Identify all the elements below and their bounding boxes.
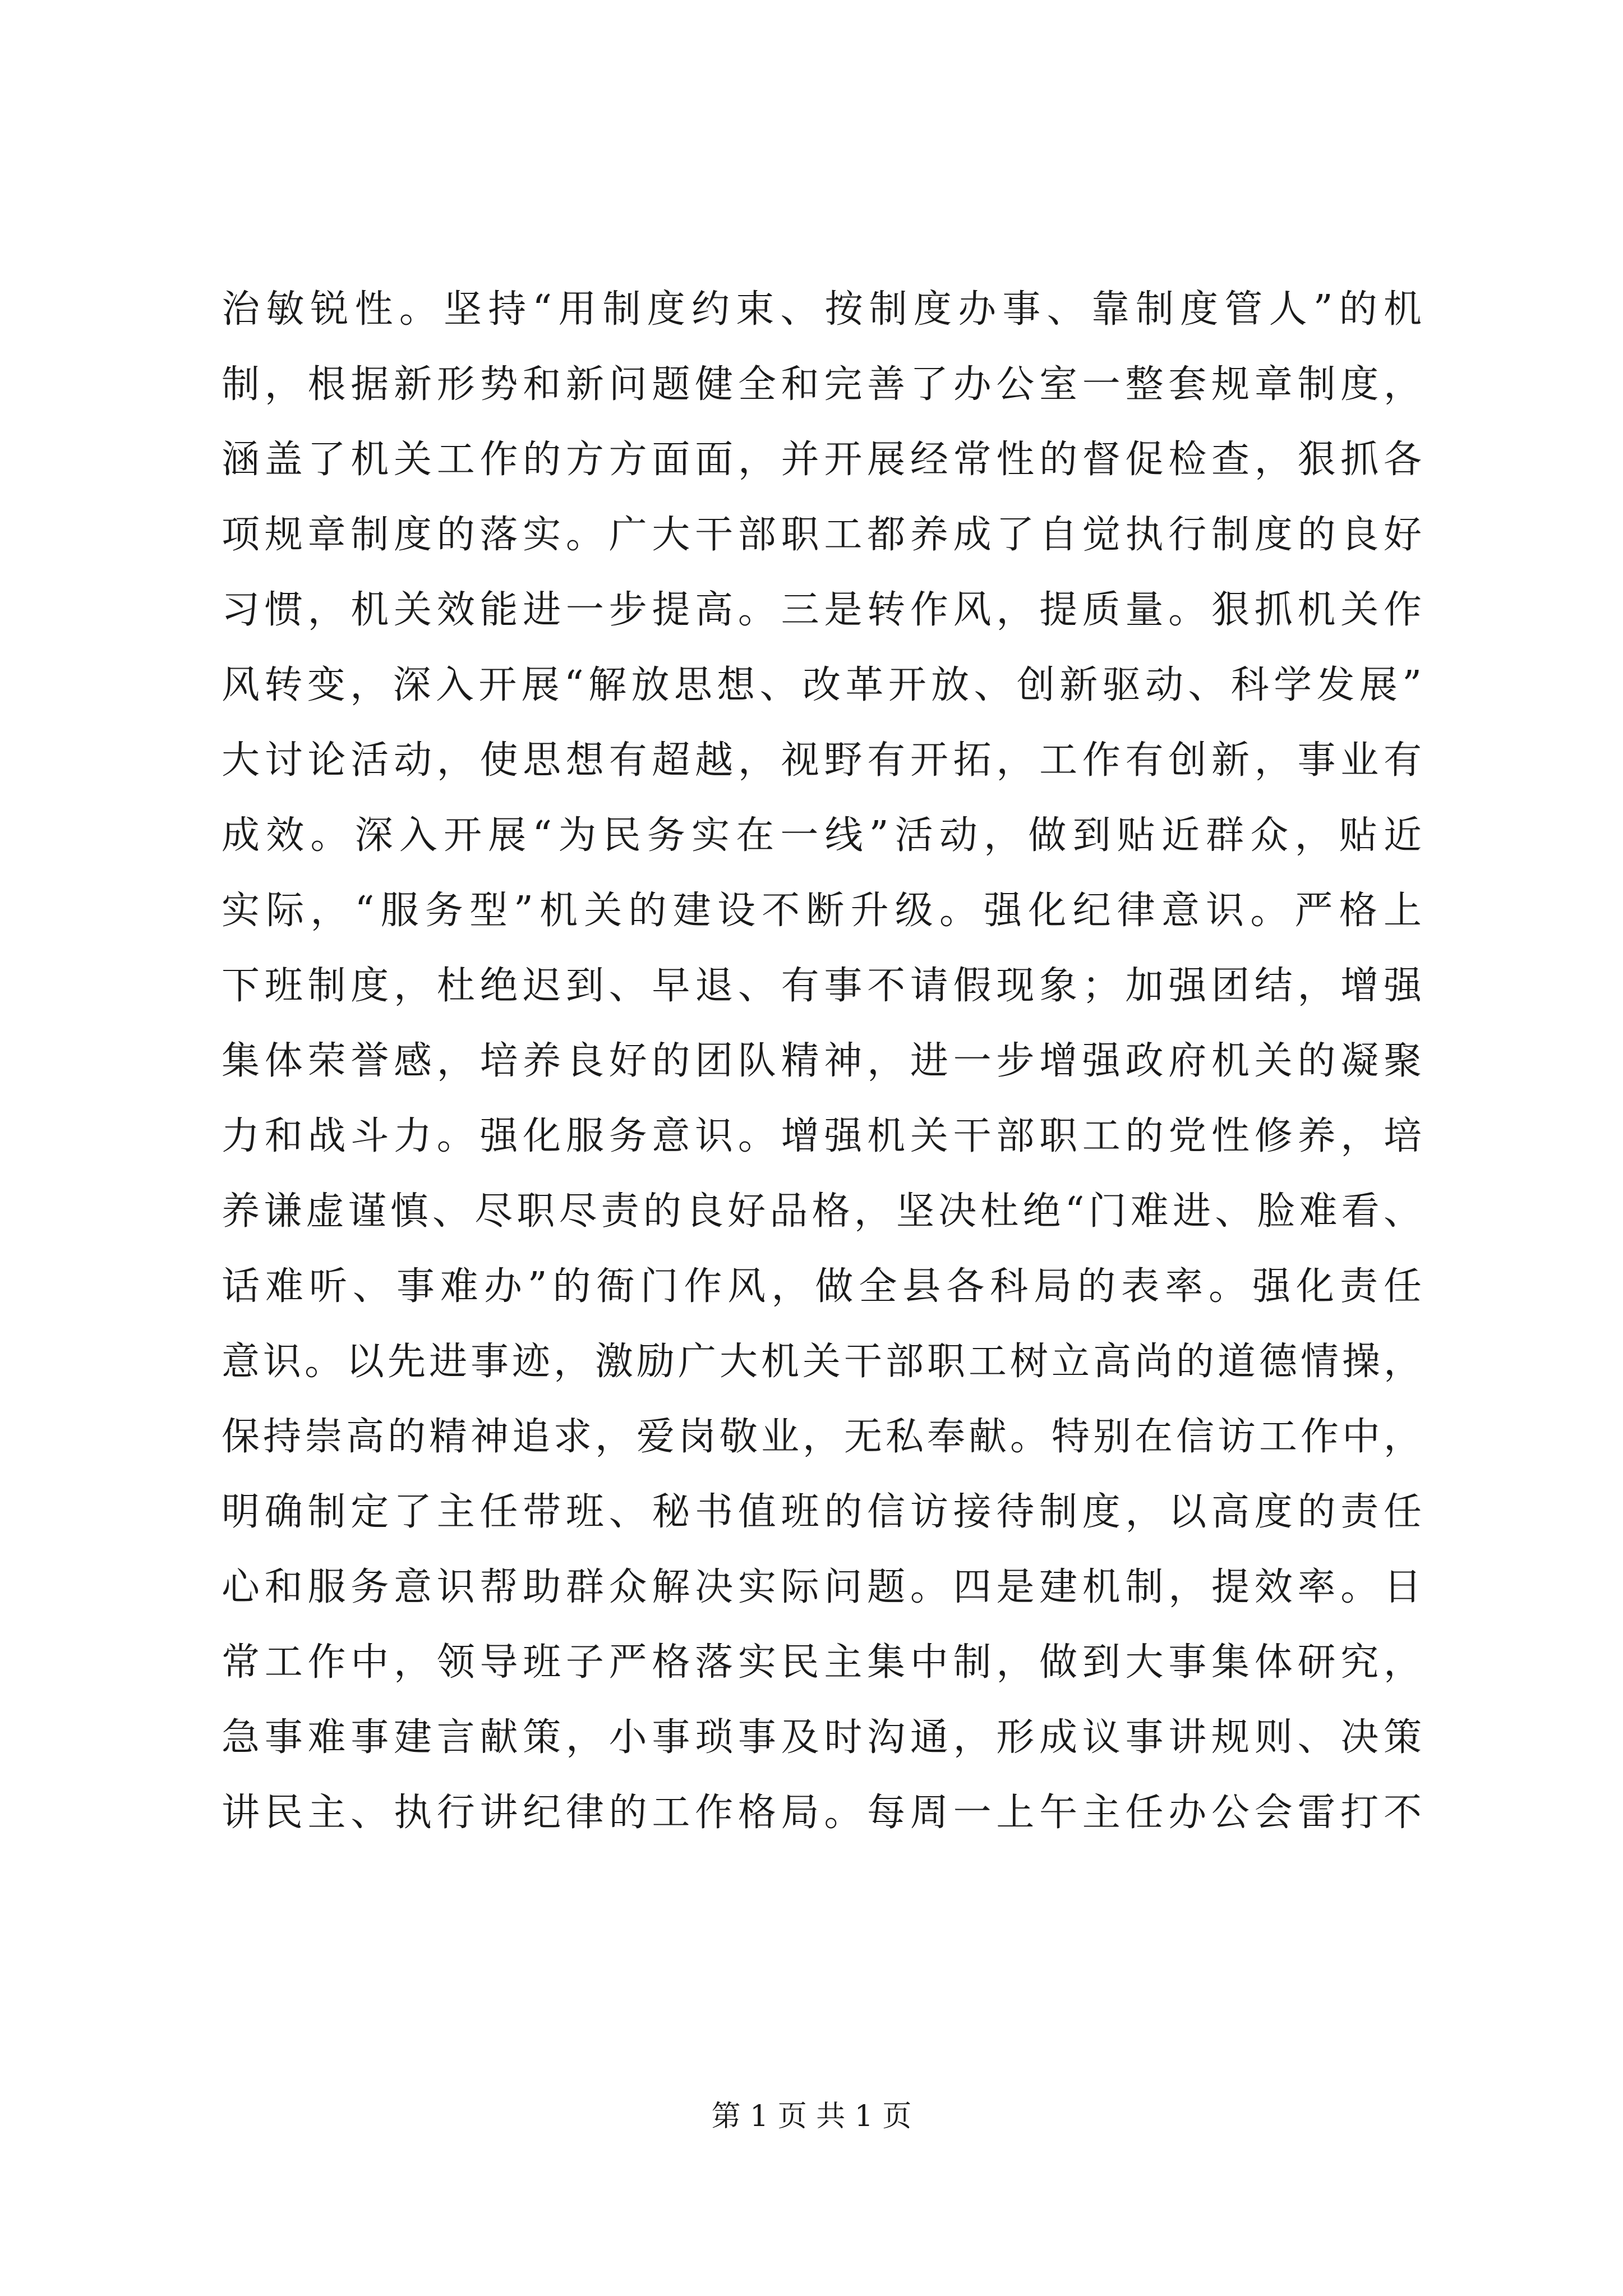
text-line: 急事难事建言献策，小事琐事及时沟通，形成议事讲规则、决策: [222, 1715, 1422, 1760]
text-line: 下班制度，杜绝迟到、早退、有事不请假现象；加强团结，增强: [222, 964, 1422, 1008]
text-line: 制，根据新形势和新问题健全和完善了办公室一整套规章制度，: [222, 362, 1422, 407]
text-line: 治敏锐性。坚持“用制度约束、按制度办事、靠制度管人”的机: [222, 287, 1422, 332]
text-line: 力和战斗力。强化服务意识。增强机关干部职工的党性修养，培: [222, 1114, 1422, 1158]
text-line: 涵盖了机关工作的方方面面，并开展经常性的督促检查，狠抓各: [222, 438, 1422, 482]
text-line: 风转变，深入开展“解放思想、改革开放、创新驱动、科学发展”: [222, 663, 1422, 707]
text-line: 讲民主、执行讲纪律的工作格局。每周一上午主任办公会雷打不: [222, 1791, 1422, 1835]
text-line: 实际，“服务型”机关的建设不断升级。强化纪律意识。严格上: [222, 889, 1422, 933]
page-number-label: 第 1 页 共 1 页: [711, 2100, 912, 2133]
text-line: 成效。深入开展“为民务实在一线”活动，做到贴近群众，贴近: [222, 813, 1422, 858]
text-line: 意识。以先进事迹，激励广大机关干部职工树立高尚的道德情操，: [222, 1340, 1422, 1384]
body-text: [222, 272, 1422, 1851]
text-line: 养谦虚谨慎、尽职尽责的良好品格，坚决杜绝“门难进、脸难看、: [222, 1189, 1422, 1234]
text-line: 明确制定了主任带班、秘书值班的信访接待制度，以高度的责任: [222, 1490, 1422, 1534]
text-line: 常工作中，领导班子严格落实民主集中制，做到大事集体研究，: [222, 1640, 1422, 1685]
text-line: 项规章制度的落实。广大干部职工都养成了自觉执行制度的良好: [222, 513, 1422, 557]
text-line: 心和服务意识帮助群众解决实际问题。四是建机制，提效率。日: [222, 1565, 1422, 1609]
text-line: 集体荣誉感，培养良好的团队精神，进一步增强政府机关的凝聚: [222, 1039, 1422, 1083]
page-footer: [0, 2097, 1623, 2136]
text-line: 保持崇高的精神追求，爱岗敬业，无私奉献。特别在信访工作中，: [222, 1415, 1422, 1459]
text-line: 大讨论活动，使思想有超越，视野有开拓，工作有创新，事业有: [222, 738, 1422, 783]
text-line: 话难听、事难办”的衙门作风，做全县各科局的表率。强化责任: [222, 1264, 1422, 1309]
text-line: 习惯，机关效能进一步提高。三是转作风，提质量。狠抓机关作: [222, 588, 1422, 632]
